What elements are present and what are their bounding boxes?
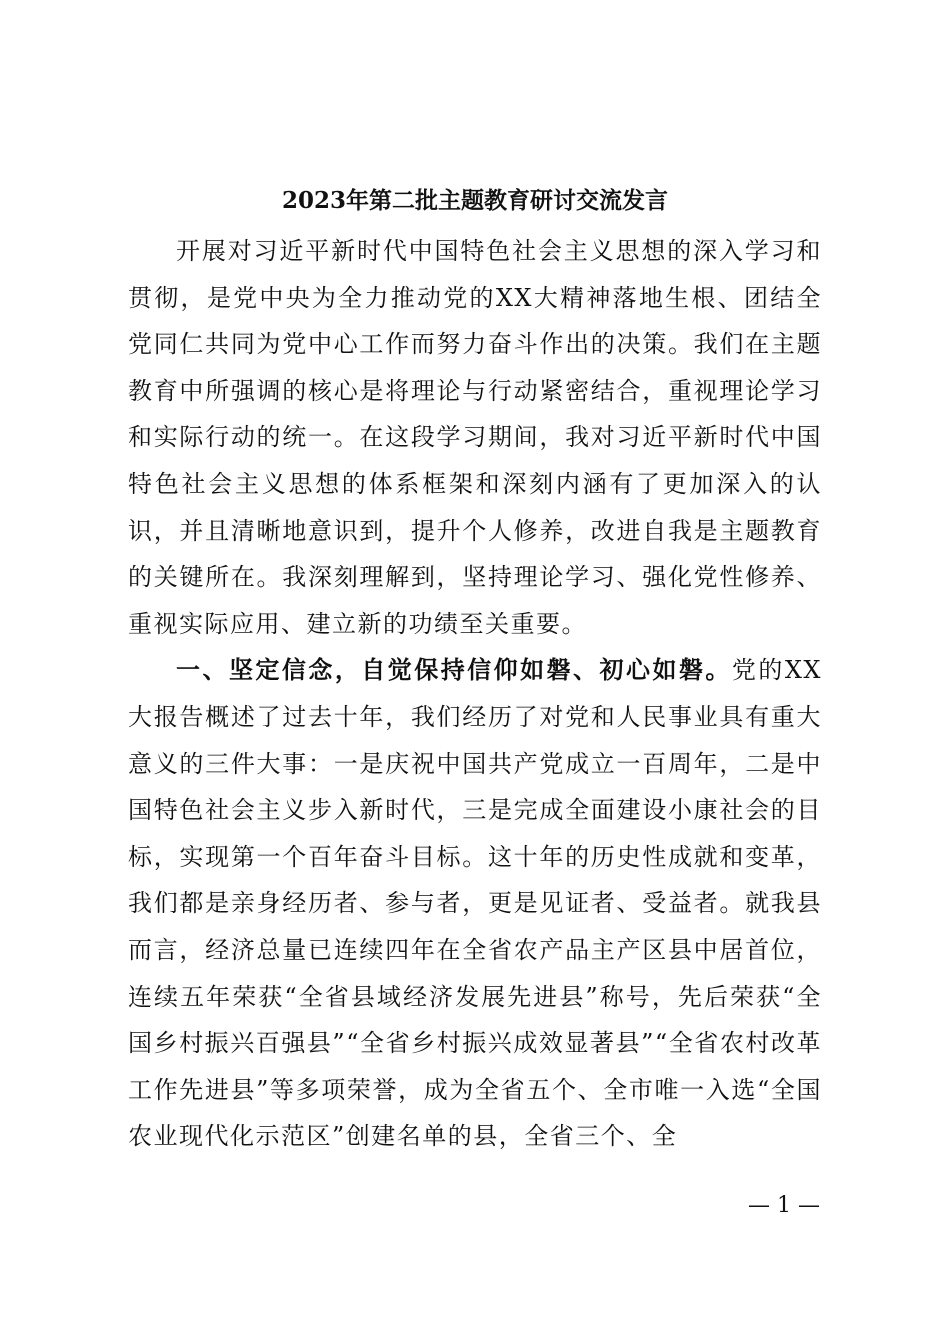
paragraph-text: 党的XX大报告概述了过去十年，我们经历了对党和人民事业具有重大意义的三件大事：一是庆祝中国共产党成立一百周年，二是中国特色社会主义步入新时代，三是完成全面建设小康社会的目标，实现第一个百年奋斗目标。这十年的历史性成就和变革，我们都是亲身经历者、参与者，更是见证者、受益者。就我县而言，经济总量已连续四年在全省农产品主产区县中居首位，连续五年荣获“全省县域经济发展先进县”称号，先后荣获“全国乡村振兴百强县”“全省乡村振兴成效显著县”“全省农村改革工作先进县”等多项荣誉，成为全省五个、全市唯一入选“全国农业现代化示范区”创建名单的县，全省三个、全 xyxy=(128,656,823,1151)
paragraph-section-one xyxy=(128,647,822,1160)
paragraph-intro xyxy=(128,228,822,647)
paragraph-text: 开展对习近平新时代中国特色社会主义思想的深入学习和贯彻，是党中央为全力推动党的XX大精神落地生根、团结全党同仁共同为党中心工作而努力奋斗作出的决策。我们在主题教育中所强调的核心是将理论与行动紧密结合，重视理论学习和实际行动的统一。在这段学习期间，我对习近平新时代中国特色社会主义思想的体系框架和深刻内涵有了更加深入的认识，并且清晰地意识到，提升个人修养，改进自我是主题教育的关键所在。我深刻理解到，坚持理论学习、强化党性修养、重视实际应用、建立新的功绩至关重要。 xyxy=(128,237,822,638)
document-body xyxy=(128,228,822,1160)
page-number: — 1 — xyxy=(748,1193,820,1218)
section-heading: 一、坚定信念，自觉保持信仰如磐、初心如磐。 xyxy=(176,655,732,685)
document-title: 2023年第二批主题教育研讨交流发言 xyxy=(281,187,668,214)
